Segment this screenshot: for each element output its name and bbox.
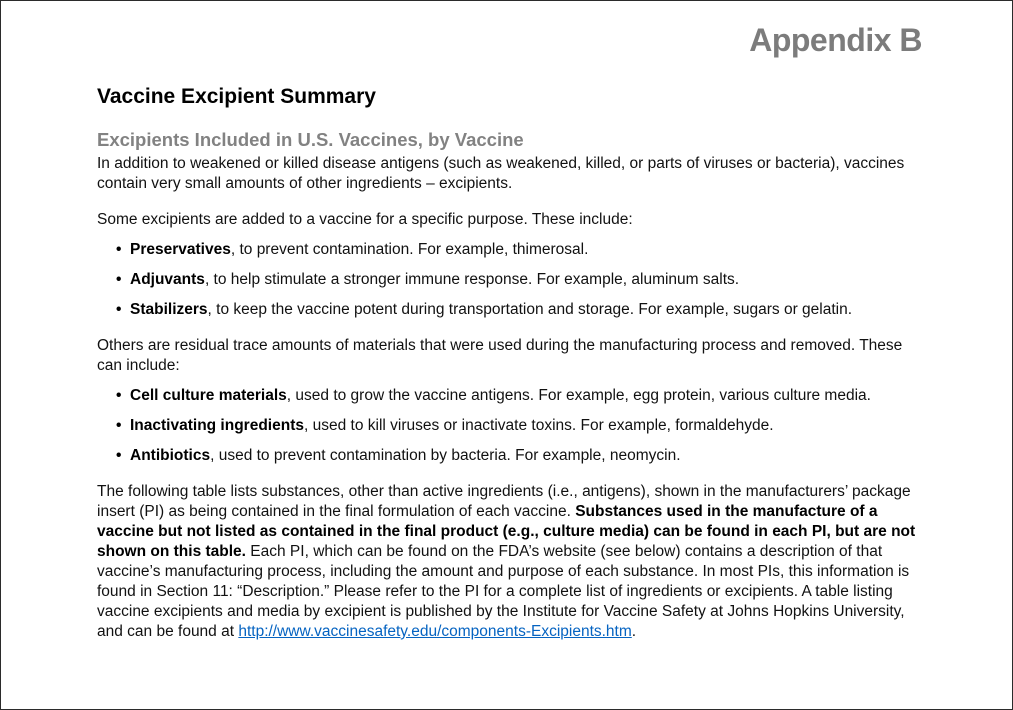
bullet-term: Antibiotics: [130, 447, 211, 464]
list-item: [116, 416, 922, 436]
appendix-label: Appendix B: [749, 22, 922, 58]
list-item: [116, 270, 922, 290]
document-content: [1, 1, 1012, 642]
list-item: [116, 240, 922, 260]
bullet-term: Inactivating ingredients: [130, 417, 304, 434]
closing-text-2: Each PI, which can be found on the FDA’s website (see below) contains a description of that vaccine’s manufacturing process, including the amount and purpose of each substance. In most PIs, this information is found in Section 11: “Description.” Please refer to the PI for a complete list of ingredients or excipients. A table listing vaccine excipients and media by excipient is published by the Institute for Vaccine Safety at Johns Hopkins University, and can be found at: [97, 543, 910, 640]
closing-text-1: The following table lists substances, other than active ingredients (i.e., antigens), shown in the manufacturers’ package insert (PI) as being contained in the final formulation of each vaccine.: [97, 483, 911, 520]
bullet-term: Adjuvants: [130, 271, 205, 288]
bullet-term: Cell culture materials: [130, 387, 287, 404]
bullet-term: Stabilizers: [130, 301, 208, 318]
closing-bold-text: Substances used in the manufacture of a vaccine but not listed as contained in the final product (e.g., culture media) can be found in each PI, but are not shown on this table.: [97, 503, 916, 560]
list-item: [116, 446, 922, 466]
residual-intro-paragraph: Others are residual trace amounts of materials that were used during the manufacturing process and removed. These can include:: [97, 337, 903, 374]
bullet-text: , used to kill viruses or inactivate toxins. For example, formaldehyde.: [303, 417, 774, 434]
purpose-intro-paragraph: Some excipients are added to a vaccine for a specific purpose. These include:: [97, 211, 633, 228]
bullet-text: , to prevent contamination. For example, thimerosal.: [230, 241, 589, 258]
intro-paragraph: In addition to weakened or killed disease antigens (such as weakened, killed, or parts of viruses or bacteria), vaccines contain very small amounts of other ingredients – excipients.: [97, 155, 905, 192]
page-title: Vaccine Excipient Summary: [97, 85, 376, 108]
list-item: [116, 300, 922, 320]
excipients-link[interactable]: http://www.vaccinesafety.edu/components-Excipients.htm: [238, 623, 632, 640]
bullet-text: , used to grow the vaccine antigens. For example, egg protein, various culture media.: [286, 387, 871, 404]
section-subtitle: Excipients Included in U.S. Vaccines, by Vaccine: [97, 129, 524, 150]
list-item: [116, 386, 922, 406]
purpose-bullet-list: [97, 240, 922, 320]
bullet-term: Preservatives: [130, 241, 231, 258]
bullet-text: , to keep the vaccine potent during transportation and storage. For example, sugars or gelatin.: [207, 301, 853, 318]
closing-text-3: .: [631, 623, 637, 640]
closing-paragraph: [97, 482, 921, 642]
residual-bullet-list: [97, 386, 922, 466]
bullet-text: , to help stimulate a stronger immune response. For example, aluminum salts.: [204, 271, 740, 288]
bullet-text: , used to prevent contamination by bacteria. For example, neomycin.: [210, 447, 681, 464]
